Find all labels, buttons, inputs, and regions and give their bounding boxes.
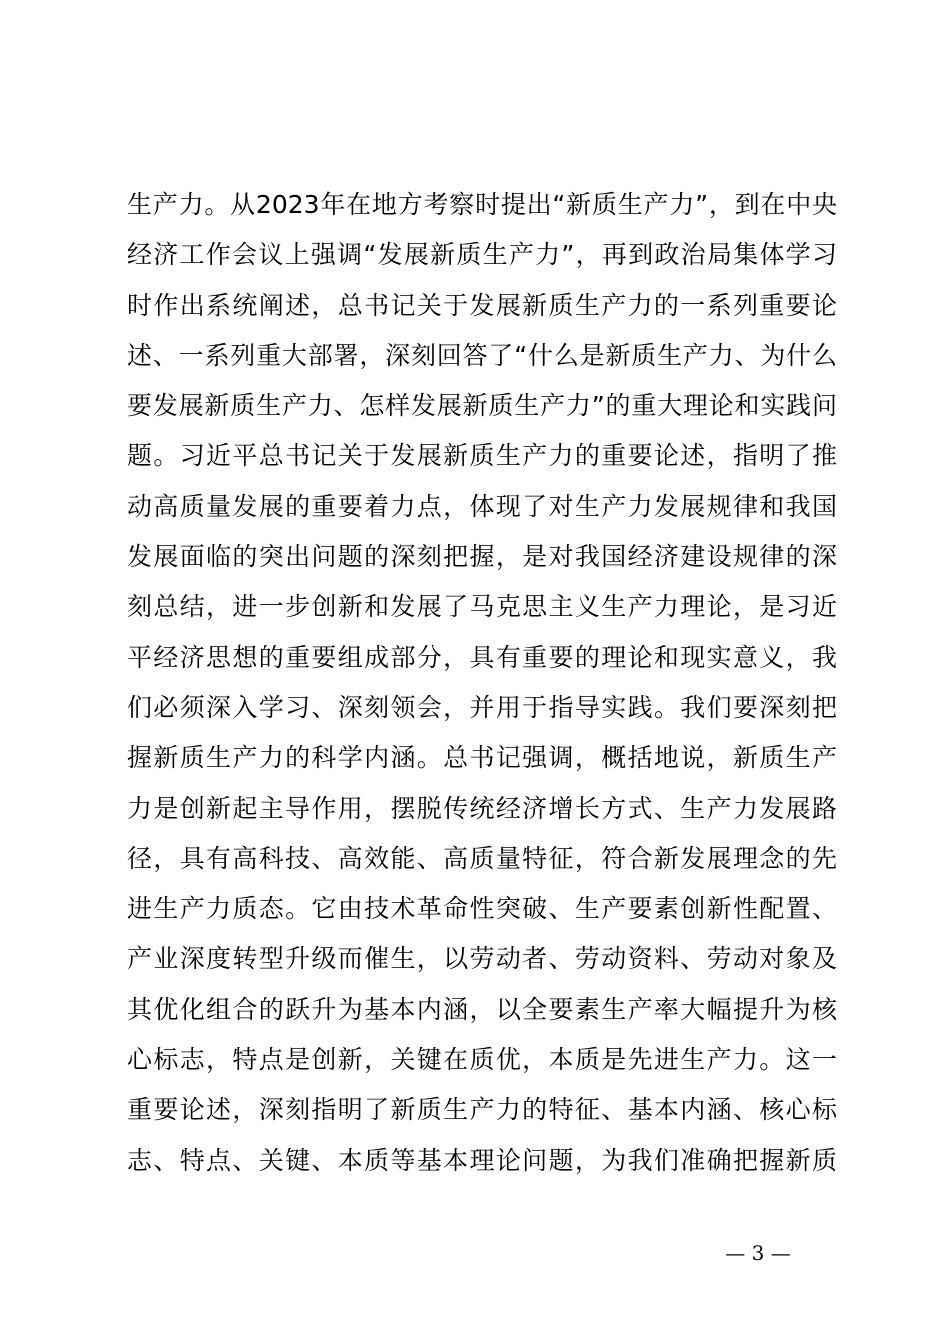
text-line: 发展面临的突出问题的深刻把握，是对我国经济建设规律的深 — [127, 542, 837, 572]
text-line: 述、一系列重大部署，深刻回答了“什么是新质生产力、为什么 — [127, 340, 837, 370]
text-line: 进生产力质态。它由技术革命性突破、生产要素创新性配置、 — [127, 894, 837, 924]
text-line: 经济工作会议上强调“发展新质生产力”，再到政治局集体学习 — [127, 240, 837, 270]
text-line: 其优化组合的跃升为基本内涵，以全要素生产率大幅提升为核 — [127, 994, 837, 1024]
text-line: 心标志，特点是创新，关键在质优，本质是先进生产力。这一 — [127, 1045, 837, 1075]
text-line: 题。习近平总书记关于发展新质生产力的重要论述，指明了推 — [127, 441, 837, 471]
text-line: 平经济思想的重要组成部分，具有重要的理论和现实意义，我 — [127, 642, 837, 672]
text-line: 要发展新质生产力、怎样发展新质生产力”的重大理论和实践问 — [127, 391, 837, 421]
text-line: 力是创新起主导作用，摆脱传统经济增长方式、生产力发展路 — [127, 793, 837, 823]
text-line: 径，具有高科技、高效能、高质量特征，符合新发展理念的先 — [127, 843, 837, 873]
text-line: 产业深度转型升级而催生，以劳动者、劳动资料、劳动对象及 — [127, 944, 837, 974]
page-number: — 3 — — [725, 1241, 791, 1265]
text-line: 动高质量发展的重要着力点，体现了对生产力发展规律和我国 — [127, 491, 837, 521]
text-line: 志、特点、关键、本质等基本理论问题，为我们准确把握新质 — [127, 1145, 837, 1175]
text-line: 握新质生产力的科学内涵。总书记强调，概括地说，新质生产 — [127, 743, 837, 773]
text-line: 时作出系统阐述，总书记关于发展新质生产力的一系列重要论 — [127, 290, 837, 320]
text-line: 重要论述，深刻指明了新质生产力的特征、基本内涵、核心标 — [127, 1095, 837, 1125]
text-line: 刻总结，进一步创新和发展了马克思主义生产力理论，是习近 — [127, 592, 837, 622]
text-line: 们必须深入学习、深刻领会，并用于指导实践。我们要深刻把 — [127, 692, 837, 722]
text-line: 生产力。从2023年在地方考察时提出“新质生产力”，到在中央 — [127, 190, 837, 219]
body-text — [127, 180, 837, 1186]
